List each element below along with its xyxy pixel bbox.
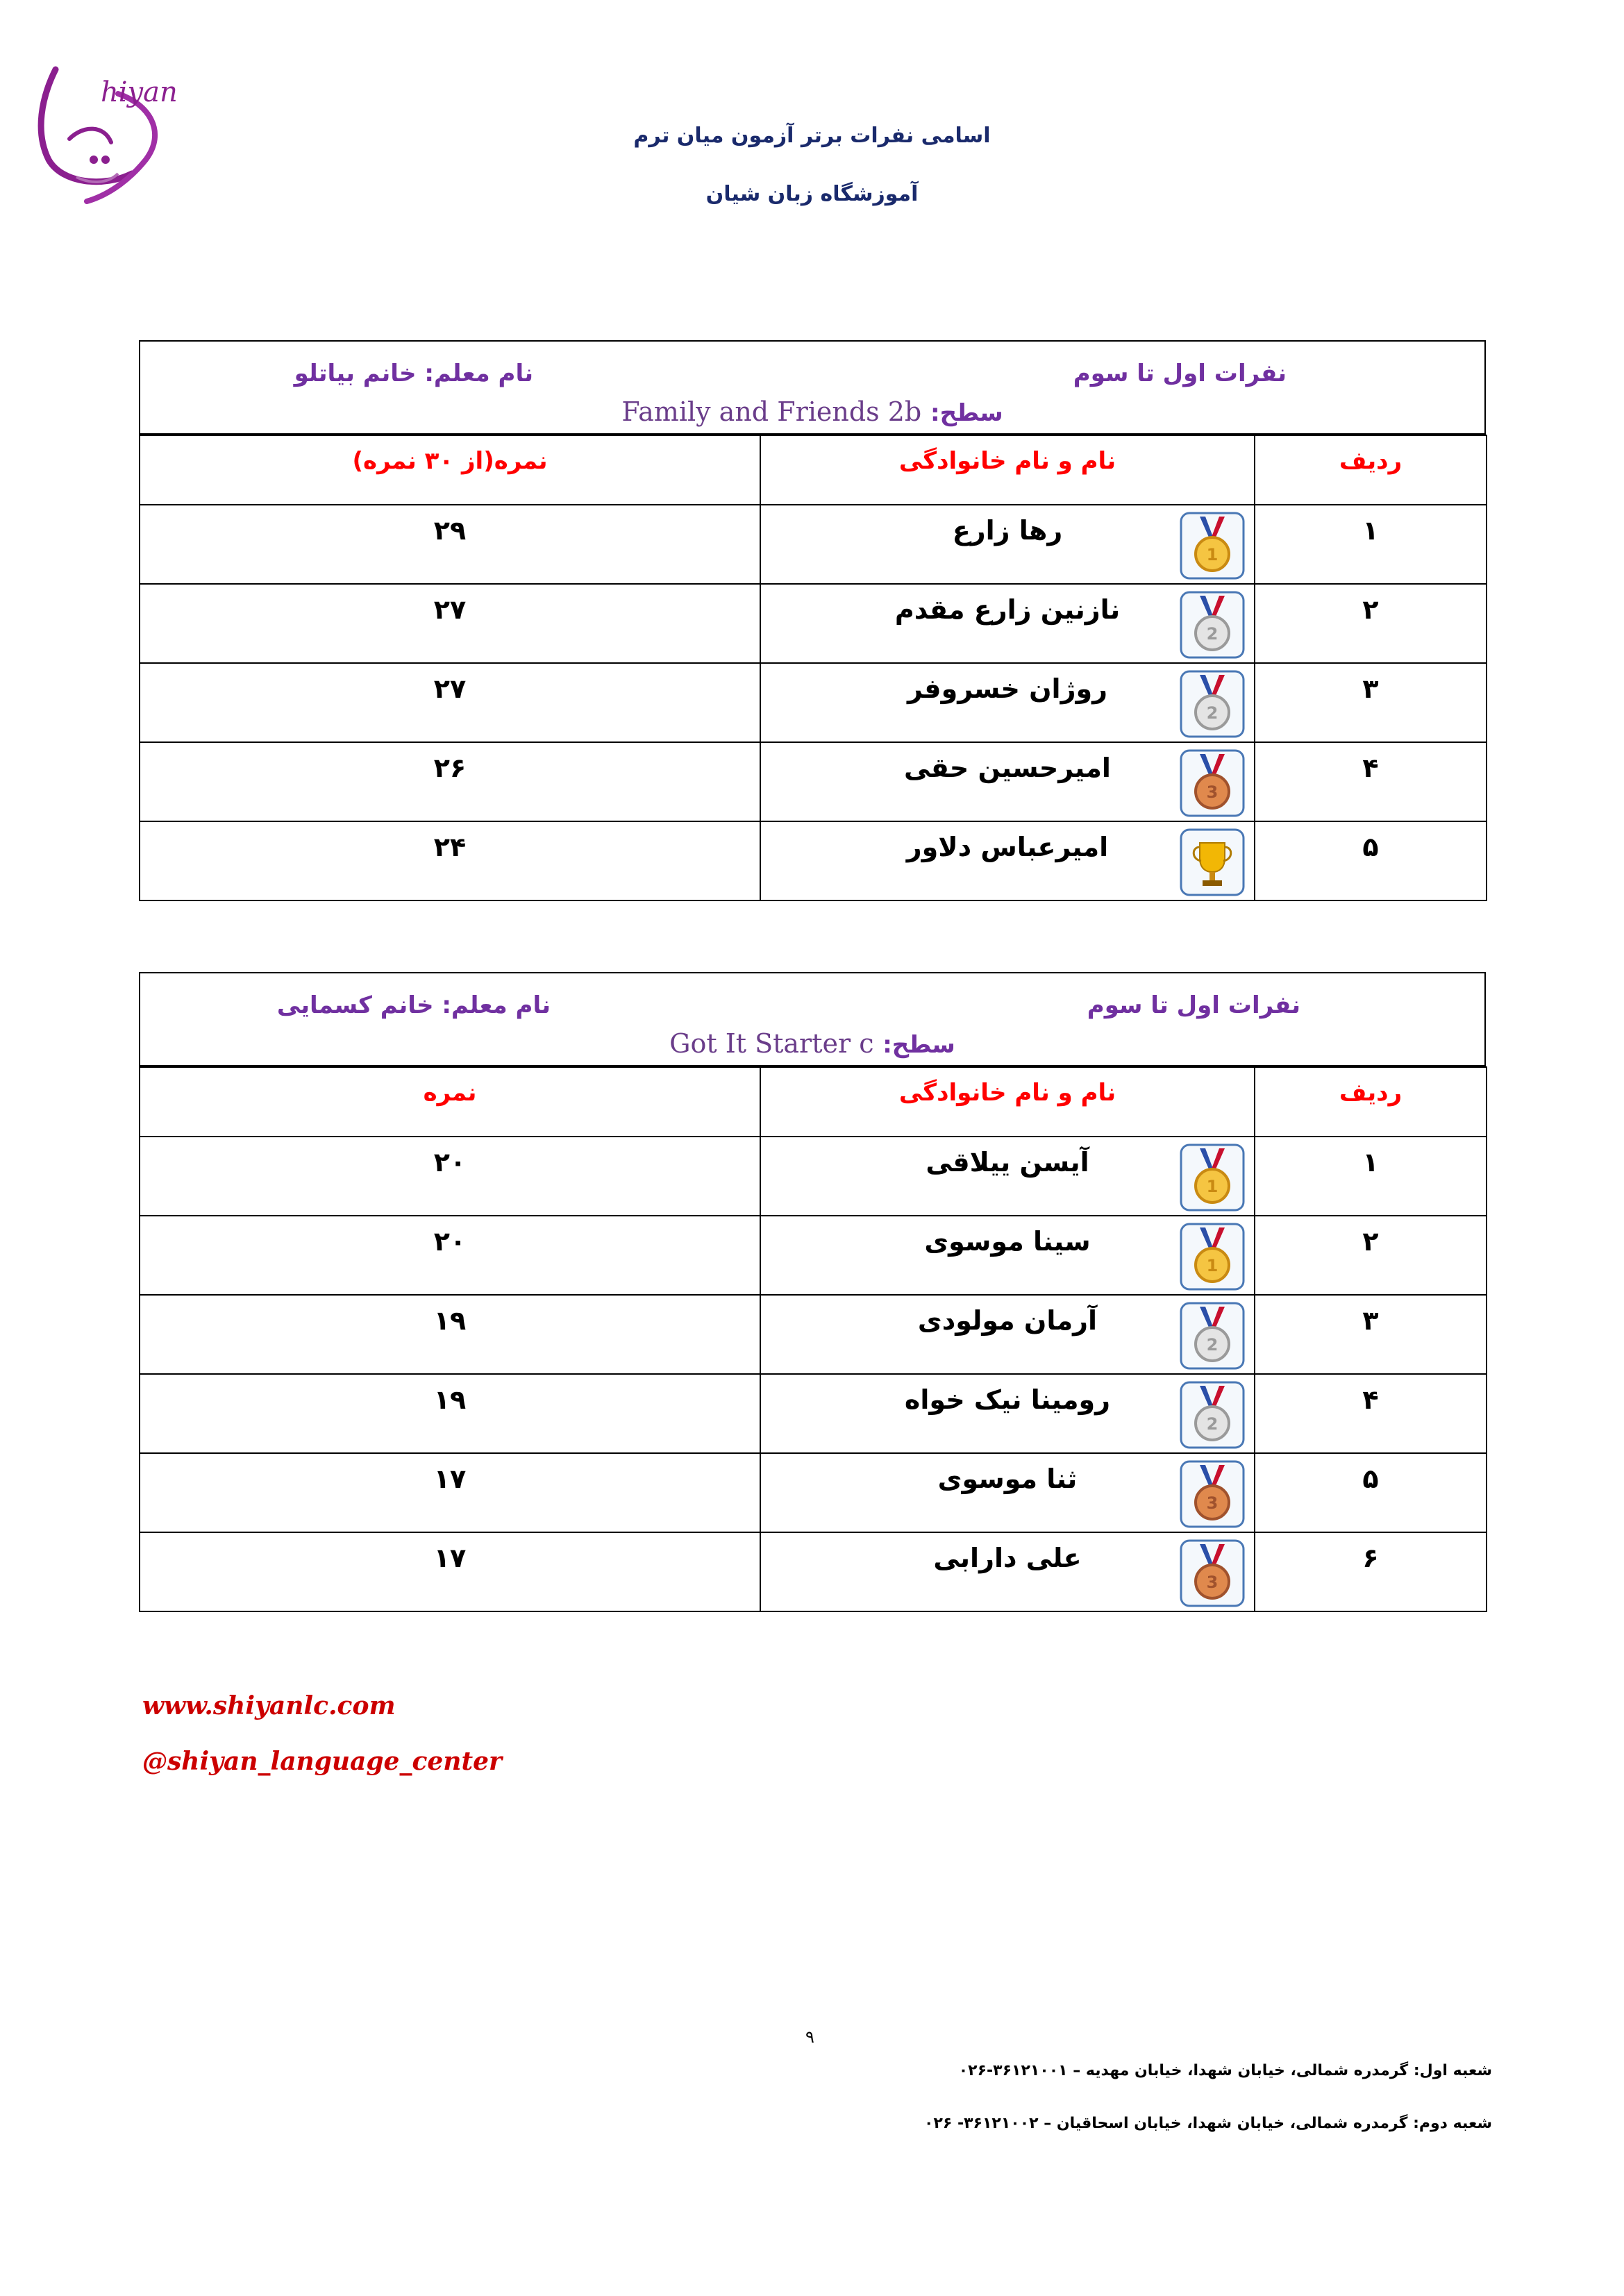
svg-text:3: 3 xyxy=(1206,782,1219,802)
col-score-header: نمره xyxy=(140,1067,760,1137)
score-cell: ۲۴ xyxy=(140,821,760,900)
column-header-row xyxy=(140,435,1487,505)
silver-medal-icon xyxy=(1179,1380,1246,1450)
ranks-title: نفرات اول تا سوم xyxy=(1087,991,1300,1019)
student-name: سینا موسوی xyxy=(924,1226,1091,1257)
name-cell xyxy=(760,1532,1255,1611)
student-name: رها زارع xyxy=(952,515,1063,546)
teacher-name: نام معلم: خانم بیاتلو xyxy=(294,360,533,387)
page-title: اسامی نفرات برتر آزمون میان ترم xyxy=(633,124,991,148)
ranking-table xyxy=(139,435,1487,901)
table-row xyxy=(140,584,1487,663)
ranks-title: نفرات اول تا سوم xyxy=(1073,360,1287,387)
score-cell: ۱۹ xyxy=(140,1295,760,1374)
rank-cell: ۵ xyxy=(1255,1453,1487,1532)
silver-medal-icon xyxy=(1179,669,1246,739)
logo-wordmark: hiyan xyxy=(101,76,178,108)
score-cell: ۱۹ xyxy=(140,1374,760,1453)
gold-medal-icon xyxy=(1179,1222,1246,1291)
score-cell: ۲۷ xyxy=(140,663,760,742)
col-name-header: نام و نام خانوادگی xyxy=(760,1067,1255,1137)
svg-text:2: 2 xyxy=(1206,1414,1219,1434)
table-header-box xyxy=(139,340,1486,435)
results-block-2 xyxy=(139,972,1486,1612)
rank-cell: ۳ xyxy=(1255,1295,1487,1374)
instagram-handle[interactable]: @shiyan_language_center xyxy=(142,1747,502,1776)
student-name: امیرعباس دلاور xyxy=(906,832,1109,862)
institute-name: آموزشگاه زبان شیان xyxy=(705,182,919,206)
name-cell xyxy=(760,1295,1255,1374)
trophy-icon xyxy=(1179,828,1246,897)
rank-cell: ۱ xyxy=(1255,1137,1487,1216)
level-label: سطح: xyxy=(930,399,1003,427)
student-name: روژان خسروفر xyxy=(907,673,1107,704)
rank-cell: ۳ xyxy=(1255,663,1487,742)
score-cell: ۲۹ xyxy=(140,505,760,584)
name-cell xyxy=(760,663,1255,742)
rank-cell: ۱ xyxy=(1255,505,1487,584)
svg-text:3: 3 xyxy=(1206,1573,1219,1592)
name-cell xyxy=(760,1453,1255,1532)
score-cell: ۲۷ xyxy=(140,584,760,663)
name-cell xyxy=(760,1216,1255,1295)
svg-text:1: 1 xyxy=(1206,545,1219,564)
column-header-row xyxy=(140,1067,1487,1137)
rank-cell: ۵ xyxy=(1255,821,1487,900)
score-cell: ۲۰ xyxy=(140,1137,760,1216)
level-line xyxy=(140,396,1484,428)
branch-address-1: شعبه اول: گرمدره شمالی، خیابان شهدا، خیابان مهدیه – ۳۶۱۲۱۰۰۱-۰۲۶ xyxy=(958,2062,1492,2079)
bronze-medal-icon xyxy=(1179,748,1246,818)
svg-text:2: 2 xyxy=(1206,624,1219,644)
student-name: نازنین زارع مقدم xyxy=(894,594,1121,625)
score-cell: ۱۷ xyxy=(140,1453,760,1532)
table-row xyxy=(140,1532,1487,1611)
page-number: ۹ xyxy=(805,2027,814,2047)
table-row xyxy=(140,742,1487,821)
score-cell: ۱۷ xyxy=(140,1532,760,1611)
col-rank-header: ردیف xyxy=(1255,435,1487,505)
gold-medal-icon xyxy=(1179,1143,1246,1212)
table-row xyxy=(140,1216,1487,1295)
svg-text:3: 3 xyxy=(1206,1493,1219,1513)
table-row xyxy=(140,663,1487,742)
table-row xyxy=(140,821,1487,900)
score-cell: ۲۰ xyxy=(140,1216,760,1295)
name-cell xyxy=(760,742,1255,821)
level-value: Family and Friends 2b xyxy=(621,396,922,427)
svg-text:1: 1 xyxy=(1206,1256,1219,1275)
table-row xyxy=(140,1374,1487,1453)
rank-cell: ۲ xyxy=(1255,1216,1487,1295)
website-link[interactable]: www.shiyanlc.com xyxy=(142,1691,396,1720)
branch-address-2: شعبه دوم: گرمدره شمالی، خیابان شهدا، خیابان اسحاقیان – ۳۶۱۲۱۰۰۲- ۰۲۶ xyxy=(924,2115,1492,2132)
rank-cell: ۴ xyxy=(1255,742,1487,821)
svg-text:2: 2 xyxy=(1206,703,1219,723)
level-value: Got It Starter c xyxy=(669,1028,874,1059)
teacher-name: نام معلم: خانم کسمایی xyxy=(276,991,551,1019)
col-name-header: نام و نام خانوادگی xyxy=(760,435,1255,505)
rank-cell: ۲ xyxy=(1255,584,1487,663)
bronze-medal-icon xyxy=(1179,1459,1246,1529)
student-name: آرمان مولودی xyxy=(917,1305,1098,1336)
student-name: رومینا نیک خواه xyxy=(904,1384,1111,1415)
col-rank-header: ردیف xyxy=(1255,1067,1487,1137)
gold-medal-icon xyxy=(1179,511,1246,580)
silver-medal-icon xyxy=(1179,1301,1246,1371)
level-label: سطح: xyxy=(882,1031,955,1059)
name-cell xyxy=(760,505,1255,584)
rank-cell: ۴ xyxy=(1255,1374,1487,1453)
score-cell: ۲۶ xyxy=(140,742,760,821)
table-header-box xyxy=(139,972,1486,1066)
student-name: آیسن ییلاقی xyxy=(926,1147,1089,1178)
col-score-header: نمره(از ۳۰ نمره) xyxy=(140,435,760,505)
bronze-medal-icon xyxy=(1179,1539,1246,1608)
name-cell xyxy=(760,1137,1255,1216)
svg-text:1: 1 xyxy=(1206,1177,1219,1196)
student-name: علی دارابی xyxy=(933,1543,1082,1573)
name-cell xyxy=(760,1374,1255,1453)
table-row xyxy=(140,1453,1487,1532)
student-name: ثنا موسوی xyxy=(937,1464,1078,1494)
ranking-table xyxy=(139,1066,1487,1612)
silver-medal-icon xyxy=(1179,590,1246,660)
level-line xyxy=(140,1028,1484,1059)
svg-text:2: 2 xyxy=(1206,1335,1219,1355)
table-row xyxy=(140,1295,1487,1374)
student-name: امیرحسین حقی xyxy=(904,753,1111,783)
name-cell xyxy=(760,584,1255,663)
rank-cell: ۶ xyxy=(1255,1532,1487,1611)
results-block-1 xyxy=(139,340,1486,901)
name-cell xyxy=(760,821,1255,900)
table-row xyxy=(140,1137,1487,1216)
table-row xyxy=(140,505,1487,584)
